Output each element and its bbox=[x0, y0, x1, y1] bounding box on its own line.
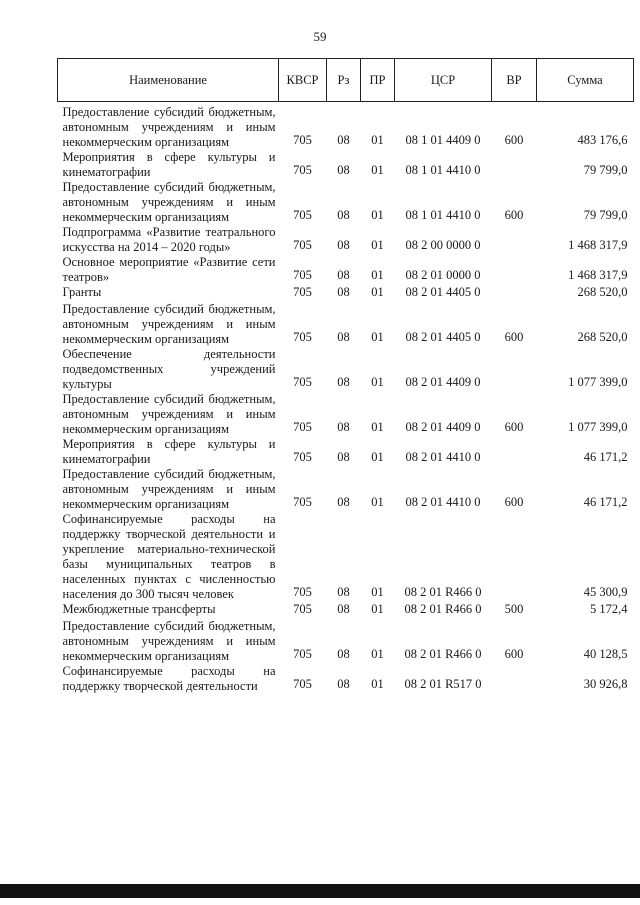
cell-pr: 01 bbox=[371, 163, 384, 177]
cell-kvsr: 705 bbox=[293, 450, 312, 464]
cell-sum: 40 128,5 bbox=[583, 647, 628, 661]
cell-vr: 600 bbox=[504, 208, 524, 222]
cell-sum: 46 171,2 bbox=[583, 450, 628, 464]
cell-kvsr: 705 bbox=[293, 647, 312, 661]
cell-name: Предоставление субсидий бюджетным, автономным учреждениям и иным некоммерческим организациям bbox=[62, 105, 276, 149]
cell-sum: 1 468 317,9 bbox=[568, 238, 628, 252]
table-row bbox=[58, 180, 634, 225]
cell-name: Мероприятия в сфере культуры и кинематографии bbox=[62, 437, 276, 466]
cell-csr: 08 2 01 4410 0 bbox=[405, 495, 481, 509]
cell-pr: 01 bbox=[371, 238, 384, 252]
cell-vr bbox=[492, 347, 537, 392]
cell-pr: 01 bbox=[371, 208, 384, 222]
cell-rz: 08 bbox=[337, 133, 350, 147]
cell-pr: 01 bbox=[371, 602, 384, 616]
header-name: Наименование bbox=[58, 59, 279, 102]
cell-sum: 1 077 399,0 bbox=[568, 420, 628, 434]
cell-csr: 08 1 01 4409 0 bbox=[405, 133, 481, 147]
page-number: 59 bbox=[313, 29, 327, 44]
cell-name: Предоставление субсидий бюджетным, автономным учреждениям и иным некоммерческим организациям bbox=[62, 467, 276, 511]
scan-edge-bar bbox=[0, 884, 640, 898]
cell-kvsr: 705 bbox=[293, 585, 312, 599]
cell-name: Гранты bbox=[62, 285, 102, 299]
cell-pr: 01 bbox=[371, 268, 384, 282]
table-row bbox=[58, 664, 634, 694]
cell-vr bbox=[492, 437, 537, 467]
cell-pr: 01 bbox=[371, 585, 384, 599]
cell-rz: 08 bbox=[337, 450, 350, 464]
cell-csr: 08 2 01 4410 0 bbox=[405, 450, 481, 464]
cell-csr: 08 2 01 R466 0 bbox=[404, 602, 482, 616]
cell-name: Подпрограмма «Развитие театрального искусства на 2014 – 2020 годы» bbox=[62, 225, 276, 254]
cell-sum: 1 468 317,9 bbox=[568, 268, 628, 282]
cell-csr: 08 1 01 4410 0 bbox=[405, 208, 481, 222]
table-row bbox=[58, 302, 634, 347]
cell-sum: 46 171,2 bbox=[583, 495, 628, 509]
cell-kvsr: 705 bbox=[293, 420, 312, 434]
cell-pr: 01 bbox=[371, 375, 384, 389]
cell-rz: 08 bbox=[337, 495, 350, 509]
cell-csr: 08 2 01 4405 0 bbox=[405, 330, 481, 344]
cell-sum: 268 520,0 bbox=[577, 330, 628, 344]
cell-rz: 08 bbox=[337, 602, 350, 616]
cell-sum: 79 799,0 bbox=[583, 208, 628, 222]
table-row bbox=[58, 255, 634, 285]
cell-csr: 08 2 01 4409 0 bbox=[405, 420, 481, 434]
table-row bbox=[58, 102, 634, 151]
cell-sum: 79 799,0 bbox=[583, 163, 628, 177]
cell-vr bbox=[492, 225, 537, 255]
table-row bbox=[58, 467, 634, 512]
cell-rz: 08 bbox=[337, 375, 350, 389]
cell-pr: 01 bbox=[371, 450, 384, 464]
cell-vr bbox=[492, 150, 537, 180]
cell-rz: 08 bbox=[337, 208, 350, 222]
budget-table bbox=[57, 58, 634, 694]
cell-vr bbox=[492, 664, 537, 694]
cell-sum: 483 176,6 bbox=[577, 133, 628, 147]
header-sum: Сумма bbox=[537, 59, 634, 102]
cell-vr: 600 bbox=[504, 133, 524, 147]
cell-rz: 08 bbox=[337, 268, 350, 282]
cell-csr: 08 2 01 4405 0 bbox=[405, 285, 481, 299]
table-header-row bbox=[58, 59, 634, 102]
table-row bbox=[58, 347, 634, 392]
table-row bbox=[58, 285, 634, 302]
cell-rz: 08 bbox=[337, 677, 350, 691]
cell-rz: 08 bbox=[337, 330, 350, 344]
table-row bbox=[58, 602, 634, 619]
table-row bbox=[58, 512, 634, 602]
cell-kvsr: 705 bbox=[293, 133, 312, 147]
cell-pr: 01 bbox=[371, 285, 384, 299]
cell-name: Софинансируемые расходы на поддержку творческой деятельности bbox=[62, 664, 276, 693]
cell-name: Мероприятия в сфере культуры и кинематографии bbox=[62, 150, 276, 179]
cell-vr: 500 bbox=[504, 602, 524, 616]
cell-kvsr: 705 bbox=[293, 602, 312, 616]
cell-name: Обеспечение деятельности подведомственных учреждений культуры bbox=[62, 347, 276, 391]
cell-kvsr: 705 bbox=[293, 495, 312, 509]
cell-kvsr: 705 bbox=[293, 163, 312, 177]
cell-sum: 5 172,4 bbox=[590, 602, 628, 616]
cell-pr: 01 bbox=[371, 677, 384, 691]
table-row bbox=[58, 225, 634, 255]
cell-pr: 01 bbox=[371, 647, 384, 661]
cell-vr: 600 bbox=[504, 420, 524, 434]
cell-kvsr: 705 bbox=[293, 268, 312, 282]
cell-csr: 08 2 01 R466 0 bbox=[404, 585, 482, 599]
cell-name: Предоставление субсидий бюджетным, автономным учреждениям и иным некоммерческим организациям bbox=[62, 392, 276, 436]
cell-vr bbox=[492, 512, 537, 602]
cell-kvsr: 705 bbox=[293, 375, 312, 389]
cell-kvsr: 705 bbox=[293, 238, 312, 252]
cell-name: Межбюджетные трансферты bbox=[62, 602, 216, 616]
cell-rz: 08 bbox=[337, 163, 350, 177]
cell-kvsr: 705 bbox=[293, 677, 312, 691]
cell-csr: 08 2 01 R517 0 bbox=[404, 677, 482, 691]
cell-kvsr: 705 bbox=[293, 330, 312, 344]
table-row bbox=[58, 150, 634, 180]
cell-vr: 600 bbox=[504, 330, 524, 344]
cell-csr: 08 1 01 4410 0 bbox=[405, 163, 481, 177]
header-rz: Рз bbox=[327, 59, 361, 102]
cell-vr bbox=[492, 255, 537, 285]
cell-pr: 01 bbox=[371, 420, 384, 434]
cell-pr: 01 bbox=[371, 330, 384, 344]
cell-csr: 08 2 00 0000 0 bbox=[405, 238, 481, 252]
cell-name: Основное мероприятие «Развитие сети театров» bbox=[62, 255, 276, 284]
header-csr: ЦСР bbox=[395, 59, 492, 102]
table-row bbox=[58, 392, 634, 437]
cell-rz: 08 bbox=[337, 585, 350, 599]
cell-kvsr: 705 bbox=[293, 285, 312, 299]
cell-sum: 268 520,0 bbox=[577, 285, 628, 299]
cell-kvsr: 705 bbox=[293, 208, 312, 222]
cell-csr: 08 2 01 0000 0 bbox=[405, 268, 481, 282]
cell-pr: 01 bbox=[371, 495, 384, 509]
cell-sum: 45 300,9 bbox=[583, 585, 628, 599]
cell-rz: 08 bbox=[337, 420, 350, 434]
header-kvsr: КВСР bbox=[279, 59, 327, 102]
cell-vr bbox=[492, 285, 537, 302]
table-row bbox=[58, 619, 634, 664]
cell-name: Предоставление субсидий бюджетным, автономным учреждениям и иным некоммерческим организациям bbox=[62, 302, 276, 346]
cell-sum: 30 926,8 bbox=[583, 677, 628, 691]
table-body bbox=[58, 102, 634, 695]
header-vr: ВР bbox=[492, 59, 537, 102]
cell-rz: 08 bbox=[337, 285, 350, 299]
cell-name: Софинансируемые расходы на поддержку творческой деятельности и укрепление материально-технической базы муниципальных театров в населенных пунктах с численностью населения до 300 тысяч человек bbox=[62, 512, 276, 601]
cell-vr: 600 bbox=[504, 647, 524, 661]
table-row bbox=[58, 437, 634, 467]
cell-rz: 08 bbox=[337, 647, 350, 661]
cell-name: Предоставление субсидий бюджетным, автономным учреждениям и иным некоммерческим организациям bbox=[62, 619, 276, 663]
cell-vr: 600 bbox=[504, 495, 524, 509]
cell-pr: 01 bbox=[371, 133, 384, 147]
cell-sum: 1 077 399,0 bbox=[568, 375, 628, 389]
cell-name: Предоставление субсидий бюджетным, автономным учреждениям и иным некоммерческим организациям bbox=[62, 180, 276, 224]
cell-csr: 08 2 01 R466 0 bbox=[404, 647, 482, 661]
cell-csr: 08 2 01 4409 0 bbox=[405, 375, 481, 389]
header-pr: ПР bbox=[361, 59, 395, 102]
cell-rz: 08 bbox=[337, 238, 350, 252]
